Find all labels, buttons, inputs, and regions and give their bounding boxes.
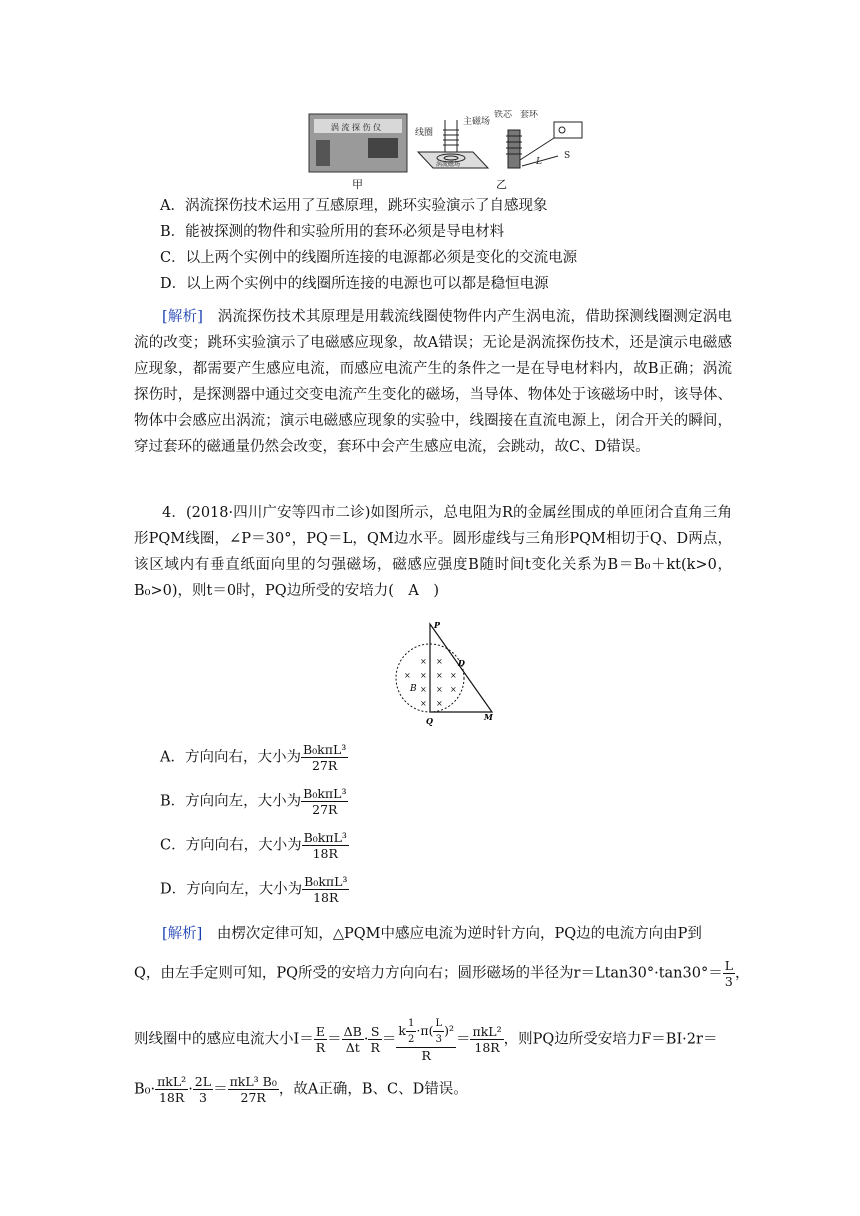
switch-label: S: [564, 151, 571, 161]
photo-caption: 涡 流 探 伤 仪: [330, 123, 382, 132]
caption-jia: 甲: [352, 178, 363, 191]
q4-analysis-line4: B₀· $\frac{\text{πkL²}}{18R}$ · $\frac{2L}{3}$ ＝ $\frac{\text{πkL³ B₀}}{27R}$ ，故A正确，B、C、D错误。: [134, 1074, 468, 1105]
ring-label: 套环: [520, 110, 539, 120]
q4-stem: 4．(2018·四川广安等四市二诊)如图所示，总电阻为R的金属丝围成的单匝闭合直角三角形PQM线圈，∠P＝30°，PQ＝L，QM边水平。圆形虚线与三角形PQM相切于Q、D两点，该区域内有垂直纸面向里的匀强磁场，磁感应强度B随时间t变化关系为B＝B₀＋kt(k>0，B₀>0)，则t＝0时，PQ边所受的安培力( A ): [134, 505, 732, 599]
svg-text:×: ×: [420, 699, 427, 708]
q3-analysis: [134, 304, 732, 460]
triangle-figure: [392, 616, 502, 728]
analysis-tag: [解析]: [162, 309, 203, 325]
q4-option-d: D．方向向左，大小为 $\frac{\text{B₀kπL³}}{18R}$: [160, 874, 348, 905]
q4-analysis-line3: 则线圈中的感应电流大小I＝ $\frac{E}{R}$ ＝ $\frac{\Delta B}{\Delta t}$ · $\frac{S}{R}$ ＝ k $\frac{1}{2}$ ·π( $\frac{L}{3}$ )² R ＝ $\frac{\text{πkL²}}{18R}$ ，则PQ边所受安培力F＝BI·2r＝: [134, 1018, 718, 1063]
label-P: P: [434, 620, 441, 630]
q4-analysis-line1: [解析] 由楞次定律可知，△PQM中感应电流为逆时针方向，PQ边的电流方向由P到: [162, 926, 702, 942]
q3-option-d: D．以上两个实例中的线圈所连接的电源也可以都是稳恒电源: [160, 276, 549, 292]
svg-text:×: ×: [420, 671, 427, 680]
coil-label: 线圈: [415, 128, 434, 138]
svg-text:×: ×: [450, 685, 457, 694]
svg-text:×: ×: [420, 657, 427, 666]
q4-option-a: A．方向向右，大小为 $\frac{\text{B₀kπL³}}{27R}$: [160, 742, 347, 773]
label-Q: Q: [426, 716, 433, 726]
svg-text:×: ×: [436, 657, 443, 666]
q3-option-a: A．涡流探伤技术运用了互感原理，跳环实验演示了自感现象: [160, 198, 548, 214]
q3-option-b: B．能被探测的物件和实验所用的套环必须是导电材料: [160, 224, 505, 240]
main-field-label: 主磁场: [463, 117, 491, 127]
svg-text:×: ×: [420, 685, 427, 694]
iron-core-label: 铁芯: [494, 110, 513, 120]
label-M: M: [484, 712, 493, 722]
svg-text:×: ×: [404, 671, 411, 680]
q3-option-c: C．以上两个实例中的线圈所连接的电源都必须是变化的交流电源: [160, 250, 578, 266]
q4-option-b: B．方向向左，大小为 $\frac{\text{B₀kπL³}}{27R}$: [160, 786, 347, 817]
eddy-field-label: 涡流磁场: [436, 161, 461, 168]
q3-analysis-text: 涡流探伤技术其原理是用载流线圈使物件内产生涡电流，借助探测线圈测定涡电流的改变；跳环实验演示了电磁感应现象，故A错误；无论是涡流探伤技术，还是演示电磁感应现象，都需要产生感应电流，而感应电流产生的条件之一是在导电材料内，故B正确；涡流探伤时，是探测器中通过交变电流产生变化的磁场，当导体、物体处于该磁场中时，该导体、物体中会感应出涡流；演示电磁感应现象的实验中，线圈接在直流电源上，闭合开关的瞬间，穿过套环的磁通量仍然会改变，套环中会产生感应电流，会跳动，故C、D错误。: [134, 309, 732, 455]
q4-option-c: C．方向向右，大小为 $\frac{\text{B₀kπL³}}{18R}$: [160, 830, 347, 861]
eddy-current-diagram: [308, 110, 584, 174]
svg-text:×: ×: [436, 671, 443, 680]
svg-text:×: ×: [436, 699, 443, 708]
inductor-label: L: [536, 157, 542, 167]
label-B: B: [410, 684, 417, 694]
svg-text:×: ×: [436, 685, 443, 694]
figure-eddy-current: [308, 110, 584, 190]
q4-analysis-line2: Q，由左手定则可知，PQ所受的安培力方向向右；圆形磁场的半径为r＝Ltan30°·tan30°＝ $\frac{L}{3}$ ，: [134, 958, 750, 989]
svg-text:×: ×: [450, 671, 457, 680]
label-D: D: [458, 658, 465, 668]
caption-yi: 乙: [496, 178, 507, 191]
